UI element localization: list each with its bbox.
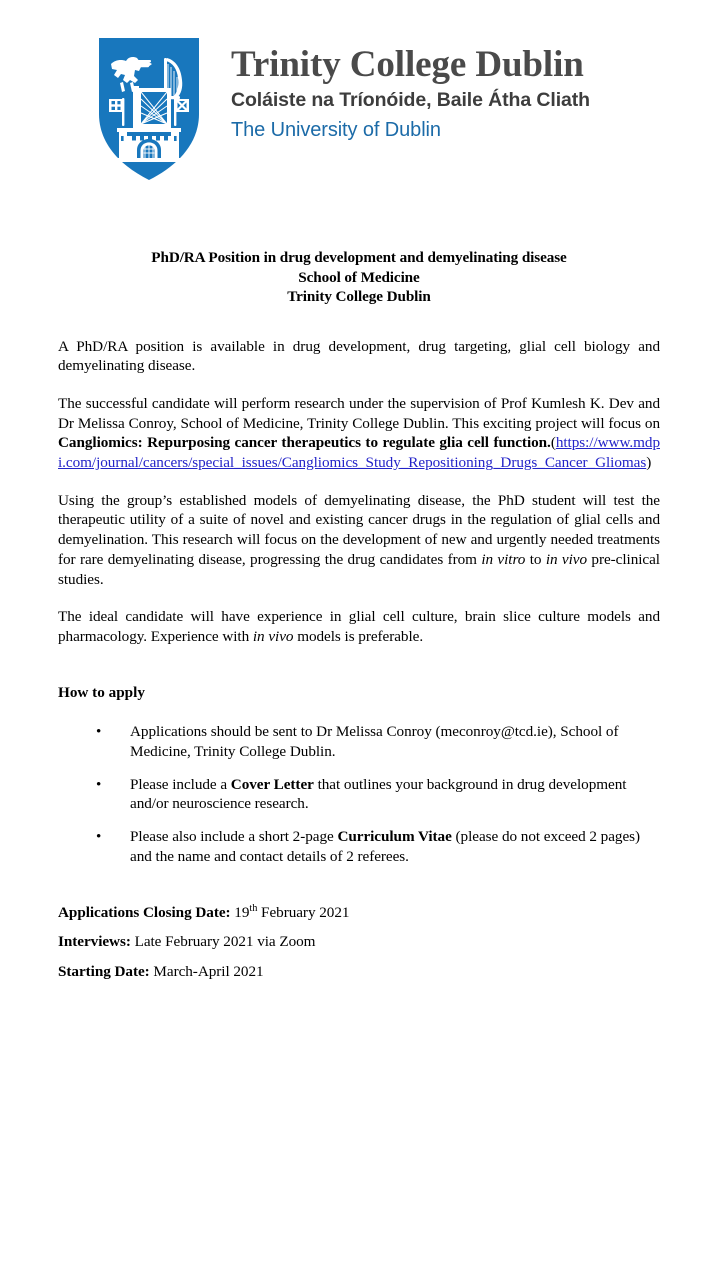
paragraph-intro: [58, 337, 660, 376]
paragraph-supervision: [58, 394, 660, 473]
list-item-text-tail: (please do not exceed 2 pages) and the name and contact details of 2 referees.: [130, 828, 641, 865]
paragraph-candidate-tail: models is preferable.: [293, 627, 424, 645]
spacer: [58, 473, 660, 491]
closing-date-label: Applications Closing Date:: [58, 903, 231, 921]
letterhead: [0, 0, 720, 200]
heading-line-school: School of Medicine: [298, 268, 420, 286]
closing-date-month-year: February 2021: [257, 903, 350, 921]
spacer: [58, 647, 660, 683]
heading-line-institution: Trinity College Dublin: [287, 288, 431, 305]
paren-open: (: [550, 434, 556, 452]
list-item-text: Please also include a short 2-page: [130, 828, 338, 846]
list-item-text-tail: that outlines your background in drug development and/or neuroscience research.: [130, 775, 627, 813]
spacer: [58, 307, 660, 337]
list-item: [58, 827, 660, 866]
list-item: [58, 722, 660, 761]
paragraph-research-lead: Using the group’s established models of demyelinating disease, the PhD student will test the therapeutic utility of a suite of novel and existing cancer drugs in the regulation of glial cells and demyelination. This research will focus on the development of new and urgently needed treatments for rare demyelinating disease, progressing the drug candidates from: [58, 491, 660, 568]
how-to-apply-heading: How to apply: [58, 683, 145, 701]
list-item-bold: Curriculum Vitae: [337, 828, 452, 846]
bullet-icon: •: [96, 828, 102, 846]
starting-date-line: [58, 962, 660, 982]
bullet-icon: •: [96, 775, 102, 793]
closing-date-day: 19: [234, 903, 250, 921]
list-item-text: Applications should be sent to Dr Melissa Conroy (meconroy@tcd.ie), School of Medicine, Trinity College Dublin.: [130, 723, 619, 761]
paragraph-candidate-lead: The ideal candidate will have experience in glial cell culture, brain slice culture models and pharmacology. Experience with: [58, 608, 660, 645]
spacer: [58, 589, 660, 607]
wordmark-line-irish: Coláiste na Tríonóide, Baile Átha Cliath: [231, 89, 590, 111]
trinity-college-dublin-crest-icon: [97, 36, 201, 182]
list-item-text: Please include a: [130, 775, 231, 793]
paragraph-intro-text: A PhD/RA position is available in drug development, drug targeting, glial cell biology and demyelinating disease.: [58, 337, 660, 375]
paragraph-research-tail: pre-clinical studies.: [58, 550, 660, 588]
starting-date-value: March-April 2021: [153, 962, 264, 980]
wordmark: [231, 44, 661, 144]
paragraph-supervision-lead: The successful candidate will perform research under the supervision of Prof Kumlesh K. Dev and Dr Melissa Conroy, School of Medicine, Trinity College Dublin. This exciting project will focus on: [58, 394, 660, 432]
paren-close: ): [646, 454, 652, 472]
closing-date-line: [58, 903, 660, 923]
spacer: [58, 867, 660, 903]
interviews-line: [58, 932, 660, 952]
paragraph-candidate: [58, 607, 660, 646]
interviews-label: Interviews:: [58, 933, 131, 951]
paragraph-research-mid: to: [525, 550, 546, 568]
spacer: [58, 702, 660, 722]
document-body: [58, 248, 660, 982]
paragraph-research: [58, 491, 660, 590]
key-dates: [58, 903, 660, 982]
closing-date-ordinal: th: [249, 902, 258, 914]
wordmark-line-english: Trinity College Dublin: [231, 44, 584, 85]
starting-date-label: Starting Date:: [58, 962, 150, 980]
heading-line-position: PhD/RA Position in drug development and demyelinating disease: [151, 249, 567, 266]
document-heading: [58, 248, 660, 307]
italic-in-vivo-2: in vivo: [252, 627, 294, 645]
project-title-bold: Cangliomics: Repurposing cancer therapeutics to regulate glia cell function.: [58, 434, 551, 452]
list-item: [58, 775, 660, 814]
wordmark-line-university: The University of Dublin: [231, 119, 441, 141]
bullet-icon: •: [96, 723, 102, 741]
spacer: [58, 376, 660, 394]
special-issue-link[interactable]: https://www.mdpi.com/journal/cancers/special_issues/Cangliomics_Study_Repositioning_Drugs_Cancer_Gliomas: [58, 434, 660, 472]
italic-in-vivo: in vivo: [545, 550, 588, 568]
interviews-value: Late February 2021 via Zoom: [134, 933, 316, 951]
how-to-apply-list: [58, 722, 660, 866]
list-item-bold: Cover Letter: [230, 775, 314, 793]
italic-in-vitro: in vitro: [481, 550, 526, 568]
